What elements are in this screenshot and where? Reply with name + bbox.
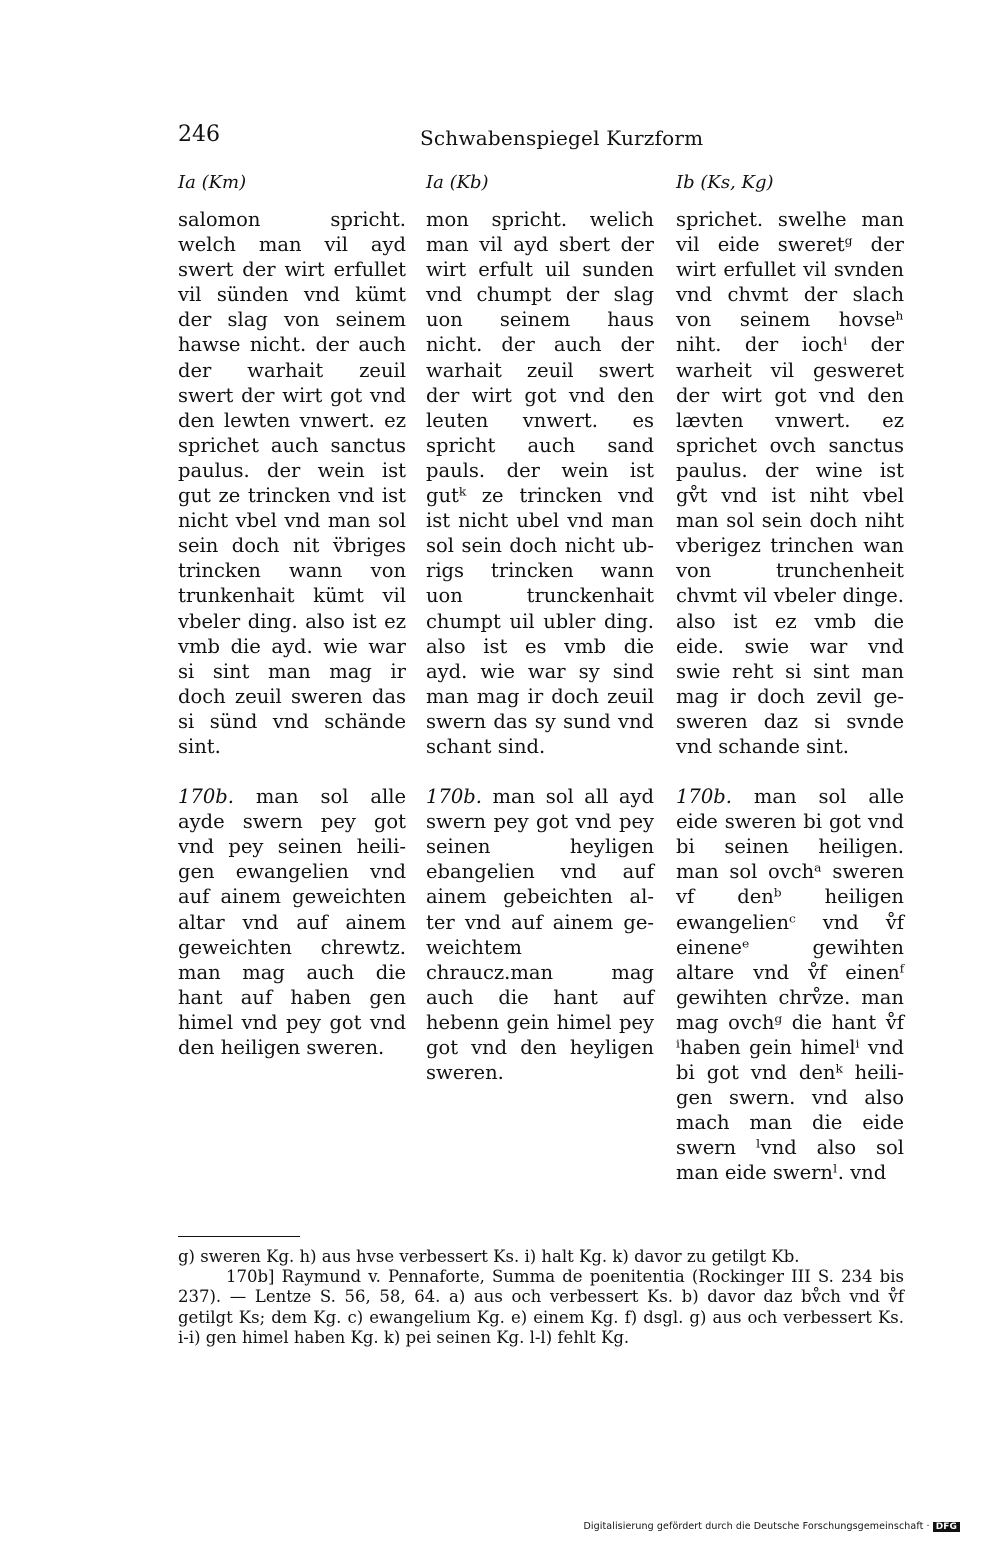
paragraph-170a: salomon spricht. welch man vil ayd swert der wirt erfullet vil sünden vnd kümt der slag von seinem hawse nicht. der auch der warhait zeuil swert der wirt got vnd den lewten vnwert. ez sprichet auch sanctus paulus. der wein ist gut ze trincken vnd ist nicht vbel vnd man sol sein doch nit v̈briges trincken wann von trunkenhait kümt vil vbeler ding. also ist ez vmb die ayd. wie war si sint man mag ir doch zeuil sweren das si sünd vnd schände sint. bbox=[178, 208, 406, 758]
column-heading-3: Ib (Ks, Kg) bbox=[676, 172, 774, 193]
paragraph-text: man sol all ayd swern pey got vnd pey seinen heyligen ebangelien vnd auf ainem gebeichten alter vnd auf ainem geweichtem chraucz.man mag auch die hant auf hebenn gein himel pey got vnd den heyligen sweren. bbox=[426, 785, 655, 1085]
paragraph-170b bbox=[426, 784, 654, 1085]
footnote-2: 170b] Raymund v. Pennaforte, Summa de poenitentia (Rockinger III S. 234 bis 237). — Lentze S. 56, 58, 64. a) aus och verbessert Ks. b) davor daz bv̊ch vnd v̊f getilgt Ks; dem Kg. c) ewangelium Kg. e) einem Kg. f) dsgl. g) aus och verbessert Ks. i-i) gen himel haben Kg. k) pei seinen Kg. l-l) fehlt Kg. bbox=[178, 1267, 904, 1347]
footnote-1: g) sweren Kg. h) aus hvse verbessert Ks. i) halt Kg. k) davor zu getilgt Kb. bbox=[178, 1247, 800, 1266]
paragraph-170b bbox=[676, 784, 904, 1186]
credit-text: Digitalisierung gefördert durch die Deutsche Forschungsgemeinschaft · bbox=[583, 1521, 930, 1532]
footnote-rule bbox=[178, 1236, 300, 1237]
section-number: 170b. bbox=[676, 785, 732, 809]
column-heading-2: Ia (Kb) bbox=[426, 172, 489, 193]
digitization-credit bbox=[583, 1521, 960, 1532]
paragraph-text: man sol alle eide sweren bi got vnd bi seinen heiligen. man sol ovchᵃ sweren vf denᵇ heiligen ewangelienᶜ vnd v̊f eineneᵉ gewihten altare vnd v̊f einenᶠ gewihten chrv̊ze. man mag ovchᵍ die hant v̊f ⁱhaben gein himelⁱ vnd bi got vnd denᵏ heiligen swern. vnd also mach man die eide swern ˡvnd also sol man eide swernˡ. vnd bbox=[676, 785, 904, 1185]
section-number: 170b. bbox=[426, 785, 482, 809]
paragraph-170a: mon spricht. welich man vil ayd sbert der wirt erfult uil sunden vnd chumpt der slag uon seinem haus nicht. der auch der warhait zeuil swert der wirt got vnd den leuten vnwert. es spricht auch sand pauls. der wein ist gutᵏ ze trincken vnd ist nicht ubel vnd man sol sein doch nicht ubrigs trincken wann uon trunckenhait chumpt uil ubler ding. also ist es vmb die ayd. wie war sy sind man mag ir doch zeuil swern das sy sund vnd schant sind. bbox=[426, 208, 654, 758]
paragraph-170a: sprichet. swelhe man vil eide sweretᵍ der wirt erfullet vil svnden vnd chvmt der slach von seinem hovseʰ niht. der iochⁱ der warheit vil gesweret der wirt got vnd den lævten vnwert. ez sprichet ovch sanctus paulus. der wine ist gv̊t vnd ist niht vbel man sol sein doch niht vberigez trinchen wan von trunchenheit chvmt vil vbeler dinge. also ist ez vmb die eide. swie war vnd swie reht si sint man mag ir doch zevil gesweren daz si svnde vnd schande sint. bbox=[676, 208, 904, 758]
text-column-2 bbox=[426, 207, 654, 1085]
paragraph-text: man sol alle ayde swern pey got vnd pey seinen heiligen ewangelien vnd auf ainem geweichten altar vnd auf ainem geweichten chrewtz. man mag auch die hant auf haben gen himel vnd pey got vnd den heiligen sweren. bbox=[178, 785, 406, 1059]
dfg-logo: DFG bbox=[933, 1522, 960, 1532]
column-heading-1: Ia (Km) bbox=[178, 172, 247, 193]
footnotes bbox=[178, 1247, 904, 1348]
running-title: Schwabenspiegel Kurzform bbox=[420, 126, 704, 150]
section-number: 170b. bbox=[178, 785, 234, 809]
text-column-1 bbox=[178, 207, 406, 1060]
page-number: 246 bbox=[178, 122, 220, 147]
paragraph-170b bbox=[178, 784, 406, 1060]
text-column-3 bbox=[676, 207, 904, 1186]
